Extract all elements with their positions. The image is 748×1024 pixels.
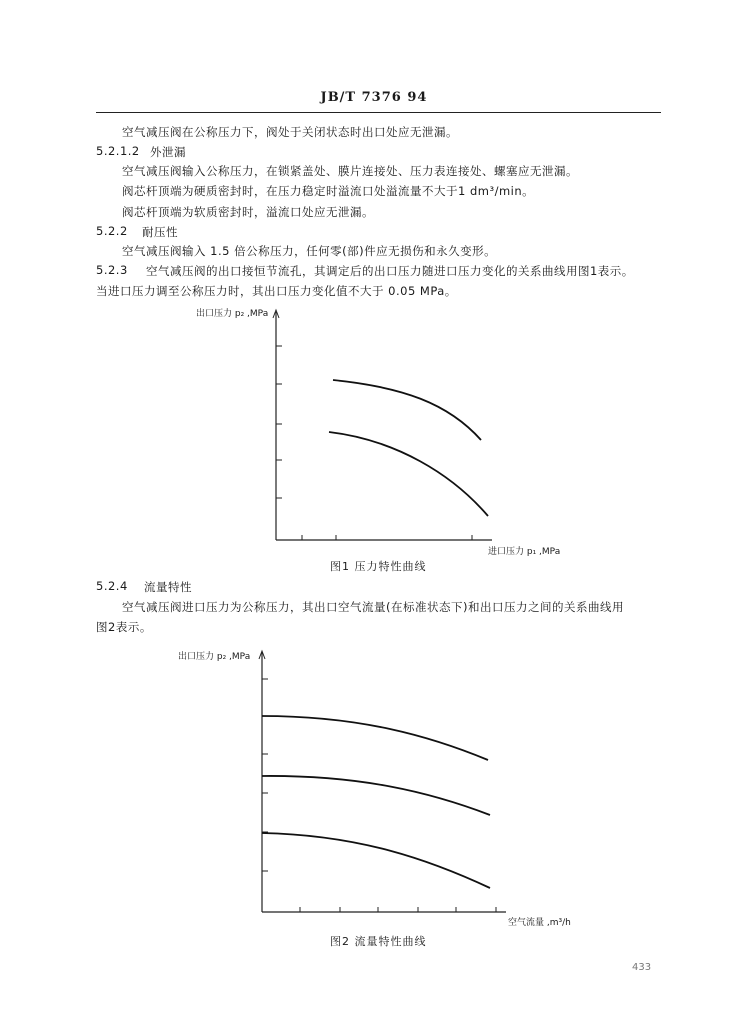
- section-5-2-4-title: 流量特性: [144, 580, 192, 594]
- paragraph-pressure-variation: 当进口压力调至公称压力时，其出口压力变化值不大于 0.05 MPa。: [96, 284, 457, 298]
- paragraph-soft-seal: 阀芯杆顶端为软质密封时，溢流口处应无泄漏。: [122, 205, 374, 219]
- fig2-curve-bottom: [262, 833, 490, 888]
- section-5-2-1-2-title: 外泄漏: [150, 145, 186, 159]
- fig1-curve-lower: [329, 432, 488, 516]
- fig2-y-axis-label: 出口压力 p₂ ,MPa: [178, 652, 251, 662]
- fig1-curve-upper: [333, 380, 481, 440]
- paragraph-flow-characteristic: 空气减压阀进口压力为公称压力，其出口空气流量(在标准状态下)和出口压力之间的关系曲线用: [122, 600, 624, 614]
- section-5-2-3-number: 5.2.3: [96, 263, 128, 277]
- fig1-y-axis-label: 出口压力 p₂ ,MPa: [196, 309, 269, 319]
- fig2-x-axis-label: 空气流量 ,m³/h: [508, 918, 571, 928]
- paragraph-pressure-resistance: 空气减压阀输入 1.5 倍公称压力，任何零(部)件应无损伤和永久变形。: [122, 244, 497, 258]
- section-5-2-2-number: 5.2.2: [96, 224, 128, 238]
- figure-2-flow-characteristic: [259, 651, 506, 912]
- fig2-caption: 图2 流量特性曲线: [330, 935, 427, 948]
- paragraph-no-leak-closed: 空气减压阀在公称压力下，阀处于关闭状态时出口处应无泄漏。: [122, 125, 458, 139]
- section-5-2-4-number: 5.2.4: [96, 579, 128, 593]
- section-5-2-1-2-number: 5.2.1.2: [96, 144, 140, 158]
- fig2-curve-middle: [262, 776, 490, 815]
- fig1-caption: 图1 压力特性曲线: [330, 560, 427, 573]
- section-5-2-2-title: 耐压性: [142, 225, 178, 239]
- paragraph-hard-seal: 阀芯杆顶端为硬质密封时，在压力稳定时溢流口处溢流量不大于1 dm³/min。: [122, 184, 535, 198]
- standard-code-header: JB/T 7376 94: [320, 90, 428, 105]
- paragraph-pressure-characteristic: 空气减压阀的出口接恒节流孔，其调定后的出口压力随进口压力变化的关系曲线用图1表示。: [146, 264, 634, 278]
- page-number: 433: [632, 962, 652, 973]
- fig2-curve-top: [262, 716, 488, 760]
- fig1-x-axis-label: 进口压力 p₁ ,MPa: [488, 547, 561, 557]
- figure-1-pressure-characteristic: [273, 310, 492, 540]
- paragraph-external-leak: 空气减压阀输入公称压力，在锁紧盖处、膜片连接处、压力表连接处、螺塞应无泄漏。: [122, 164, 578, 178]
- paragraph-flow-characteristic-cont: 图2表示。: [96, 620, 152, 634]
